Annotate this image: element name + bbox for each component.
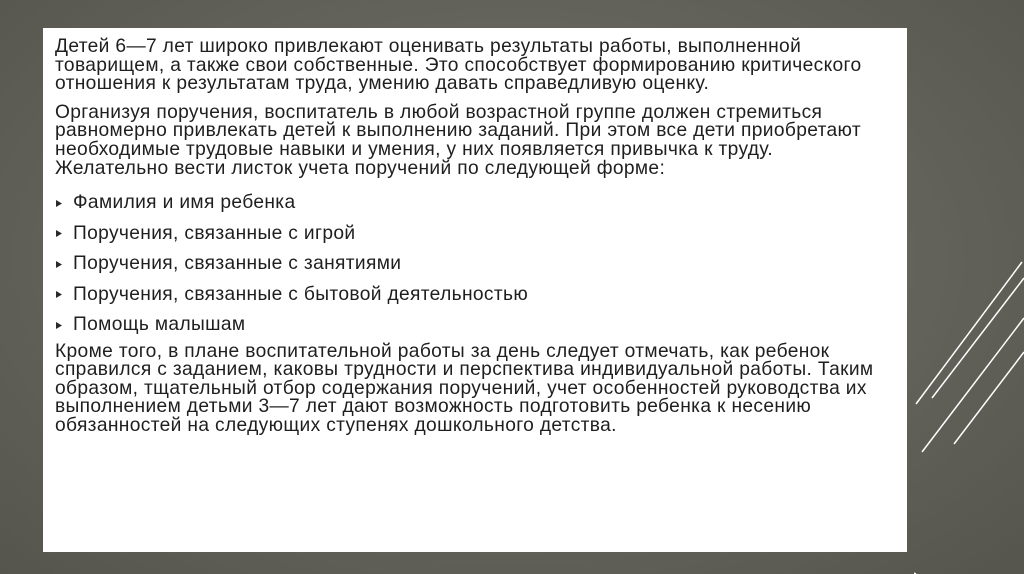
paragraph-assignments: Организуя поручения, воспитатель в любой возрастной группе должен стремиться равномерно привлекать детей к выполнению заданий. При этом все дети приобретают необходимые трудовые навыки и умения, у них появляется привычка к труду. Желательно вести листок учета поручений по следующей форме: xyxy=(55,101,861,179)
list-item-label: Поручения, связанные с игрой xyxy=(73,222,356,244)
list-item xyxy=(55,249,889,280)
triangle-right-icon xyxy=(55,229,73,238)
list-item xyxy=(55,219,889,250)
triangle-right-icon xyxy=(55,260,73,269)
list-item-label: Поручения, связанные с занятиями xyxy=(73,253,402,275)
triangle-right-icon xyxy=(55,290,73,299)
triangle-right-icon xyxy=(55,321,73,330)
paragraph-conclusion: Кроме того, в плане воспитательной работы за день следует отмечать, как ребенок справился с заданием, каковы трудности и перспектива индивидуальной работы. Таким образом, тщательный отбор содержания поручений, учет особенностей руководства их выполнением детьми 3—7 лет дают возможность подготовить ребенка к несению обязанностей на следующих ступенях дошкольного детства. xyxy=(55,340,874,437)
decor-line xyxy=(916,262,1022,404)
list-item xyxy=(55,310,889,341)
paragraph-intro: Детей 6—7 лет широко привлекают оценивать результаты работы, выполненной товарищем, а также свои собственные. Это способствует формированию критического отношения к результатам труда, умению давать справедливую оценку. xyxy=(55,36,862,95)
list-item-label: Фамилия и имя ребенка xyxy=(73,192,296,214)
list-item-label: Помощь малышам xyxy=(73,314,246,336)
list-item xyxy=(55,188,889,219)
decor-line xyxy=(932,278,1024,398)
diagonal-lines-decoration xyxy=(914,0,1024,574)
decor-line xyxy=(954,352,1024,444)
list-item-label: Поручения, связанные с бытовой деятельностью xyxy=(73,283,529,305)
triangle-right-icon xyxy=(55,199,73,208)
list-item xyxy=(55,280,889,311)
decor-line xyxy=(922,318,1024,452)
slide-content-card xyxy=(43,28,907,552)
bullet-list xyxy=(55,188,889,341)
decor-line xyxy=(914,258,916,574)
